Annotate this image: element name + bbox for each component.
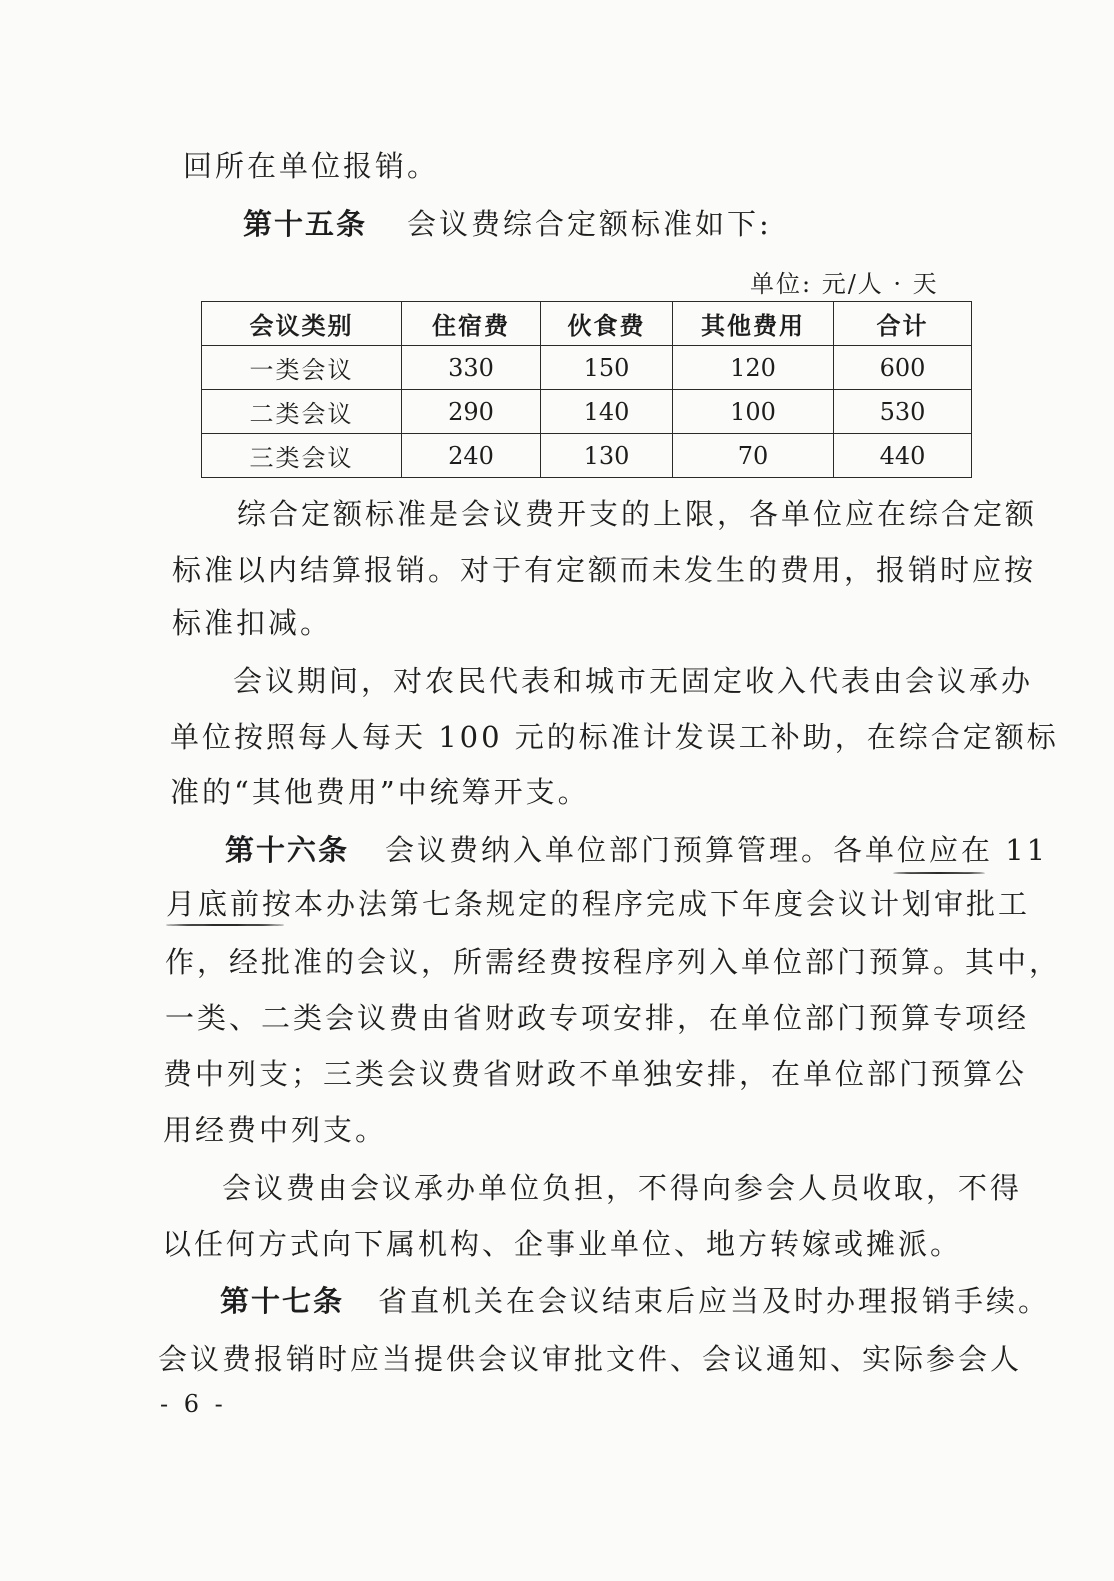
article-17 bbox=[220, 1284, 1051, 1318]
article-heading: 第十六条 bbox=[225, 833, 350, 867]
table-cell: 一类会议 bbox=[202, 346, 402, 390]
text-line: 会议费由会议承办单位负担，不得向参会人员收取，不得 bbox=[222, 1171, 1023, 1205]
table-header-cell: 合计 bbox=[834, 302, 972, 346]
table-header-row bbox=[202, 302, 972, 346]
table-cell: 240 bbox=[402, 434, 541, 478]
article-heading: 第十五条 bbox=[243, 207, 368, 241]
text-line: 准的“其他费用”中统筹开支。 bbox=[170, 775, 590, 809]
table-unit-label: 单位: 元/人 · 天 bbox=[750, 270, 939, 298]
table-header-cell: 住宿费 bbox=[402, 302, 541, 346]
table-cell: 530 bbox=[834, 390, 972, 434]
table-header-cell: 伙食费 bbox=[541, 302, 673, 346]
table-cell: 290 bbox=[402, 390, 541, 434]
table-cell: 100 bbox=[673, 390, 834, 434]
table-row bbox=[202, 434, 972, 478]
table-cell: 330 bbox=[402, 346, 541, 390]
table-cell: 70 bbox=[673, 434, 834, 478]
table-cell: 440 bbox=[834, 434, 972, 478]
text-line: 用经费中列支。 bbox=[163, 1113, 388, 1147]
article-heading: 第十七条 bbox=[220, 1284, 345, 1318]
text-line: 费中列支；三类会议费省财政不单独安排，在单位部门预算公 bbox=[163, 1057, 1028, 1091]
text-line: 回所在单位报销。 bbox=[183, 149, 440, 183]
text-line: 以任何方式向下属机构、企事业单位、地方转嫁或摊派。 bbox=[162, 1227, 963, 1261]
text-line: 单位按照每人每天 100 元的标准计发误工补助，在综合定额标 bbox=[170, 720, 1059, 754]
article-text: 会议费纳入单位部门预算管理。各单位应在 11 bbox=[385, 833, 1049, 867]
table-row bbox=[202, 390, 972, 434]
article-15 bbox=[243, 207, 772, 241]
table-header-cell: 其他费用 bbox=[673, 302, 834, 346]
table-cell: 三类会议 bbox=[202, 434, 402, 478]
table-header-cell: 会议类别 bbox=[202, 302, 402, 346]
text-line: 标准以内结算报销。对于有定额而未发生的费用，报销时应按 bbox=[172, 553, 1037, 587]
text-line: 月底前按本办法第七条规定的程序完成下年度会议计划审批工 bbox=[166, 887, 1031, 921]
table-row bbox=[202, 346, 972, 390]
article-text: 省直机关在会议结束后应当及时办理报销手续。 bbox=[378, 1284, 1051, 1318]
table-cell: 120 bbox=[673, 346, 834, 390]
text-line: 作，经批准的会议，所需经费按程序列入单位部门预算。其中， bbox=[165, 945, 1062, 979]
text-line: 会议费报销时应当提供会议审批文件、会议通知、实际参会人 bbox=[158, 1342, 1023, 1376]
table-cell: 600 bbox=[834, 346, 972, 390]
article-text: 会议费综合定额标准如下: bbox=[407, 207, 772, 241]
table-cell: 150 bbox=[541, 346, 673, 390]
meeting-fee-quota-table bbox=[201, 301, 972, 478]
article-16 bbox=[225, 833, 1049, 867]
text-line: 一类、二类会议费由省财政专项安排，在单位部门预算专项经 bbox=[165, 1001, 1030, 1035]
text-line: 综合定额标准是会议费开支的上限，各单位应在综合定额 bbox=[237, 497, 1038, 531]
table-cell: 140 bbox=[541, 390, 673, 434]
text-line: 会议期间，对农民代表和城市无固定收入代表由会议承办 bbox=[233, 664, 1034, 698]
table-cell: 130 bbox=[541, 434, 673, 478]
page-number: - 6 - bbox=[160, 1390, 227, 1418]
table-cell: 二类会议 bbox=[202, 390, 402, 434]
text-line: 标准扣减。 bbox=[172, 606, 333, 640]
handwritten-underline bbox=[166, 924, 284, 926]
handwritten-underline bbox=[893, 872, 985, 874]
